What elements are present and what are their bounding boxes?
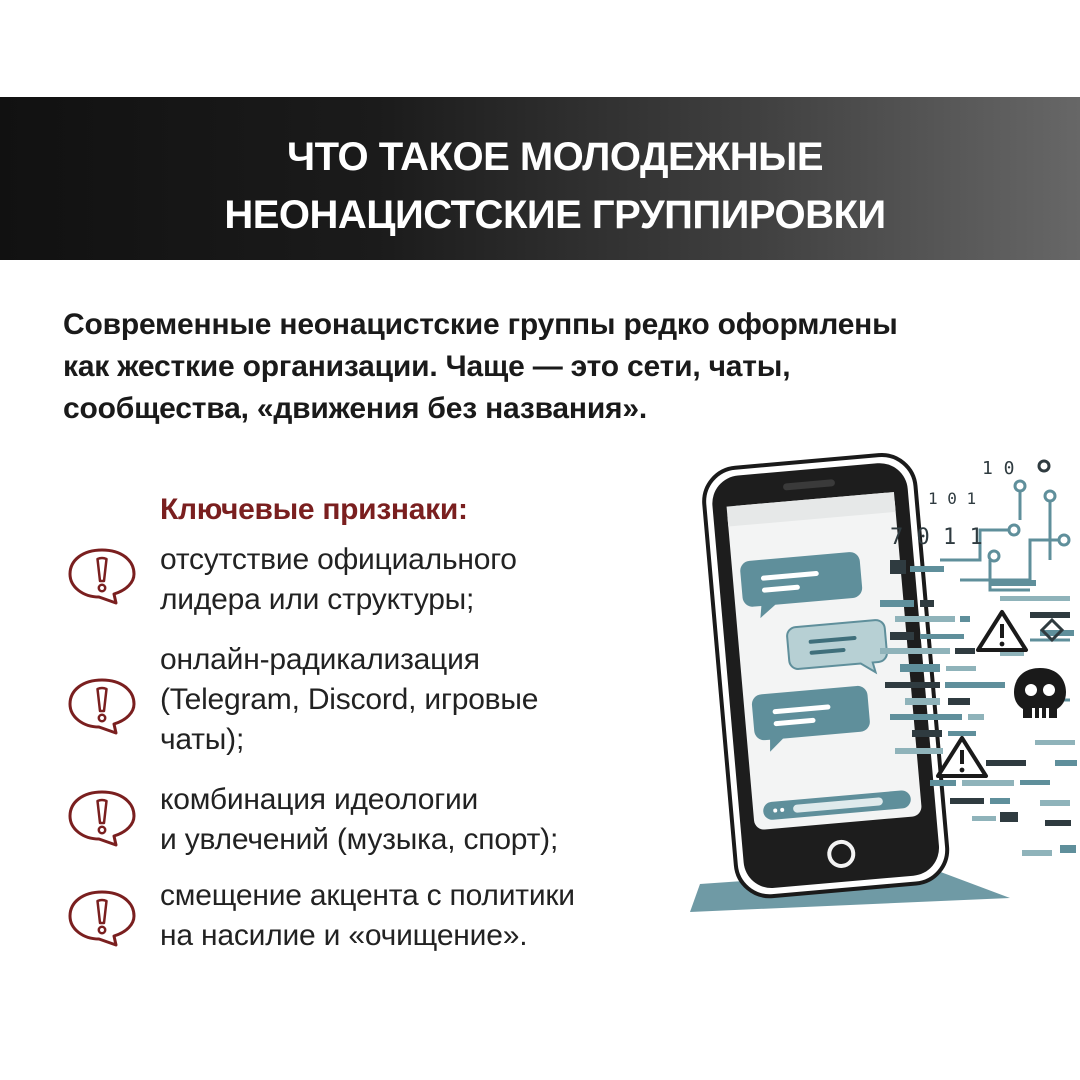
feature-item <box>160 780 700 860</box>
binary-digits: 1 0 <box>982 458 1015 479</box>
feature-text-line: онлайн-радикализация <box>160 643 480 676</box>
feature-text-line: и увлечений (музыка, спорт); <box>160 823 559 856</box>
smartphone-icon <box>701 452 950 899</box>
page-title <box>0 128 1080 244</box>
feature-item <box>160 876 700 956</box>
exclamation-speech-bubble-icon <box>66 887 138 949</box>
feature-text-line: смещение акцента с политики <box>160 879 575 912</box>
feature-text-line: комбинация идеологии <box>160 783 479 816</box>
feature-item <box>160 640 700 760</box>
intro-paragraph <box>63 304 1053 430</box>
warning-triangle-icon <box>938 738 986 776</box>
feature-text-line: лидера или структуры; <box>160 583 475 616</box>
features-title: Ключевые признаки: <box>160 493 468 526</box>
intro-line-1: Современные неонацистские группы редко оформлены <box>63 308 898 341</box>
exclamation-speech-bubble-icon <box>66 545 138 607</box>
feature-item <box>160 540 700 620</box>
warning-triangle-icon <box>978 612 1026 650</box>
intro-line-2: как жесткие организации. Чаще — это сети, чаты, <box>63 350 791 383</box>
smartphone-illustration <box>640 440 1080 940</box>
feature-text-line: отсутствие официального <box>160 543 517 576</box>
feature-text-line: на насилие и «очищение». <box>160 919 528 952</box>
title-line-2: НЕОНАЦИСТСКИЕ ГРУППИРОВКИ <box>224 193 886 237</box>
exclamation-speech-bubble-icon <box>66 787 138 849</box>
exclamation-speech-bubble-icon <box>66 675 138 737</box>
binary-digits: 7 0 1 1 <box>890 525 983 550</box>
intro-line-3: сообщества, «движения без названия». <box>63 392 647 425</box>
binary-digits: 1 0 1 <box>928 489 977 508</box>
skull-icon <box>1014 668 1066 718</box>
feature-text-line: (Telegram, Discord, игровые <box>160 683 539 716</box>
title-line-1: ЧТО ТАКОЕ МОЛОДЕЖНЫЕ <box>286 135 824 179</box>
feature-text-line: чаты); <box>160 723 245 756</box>
